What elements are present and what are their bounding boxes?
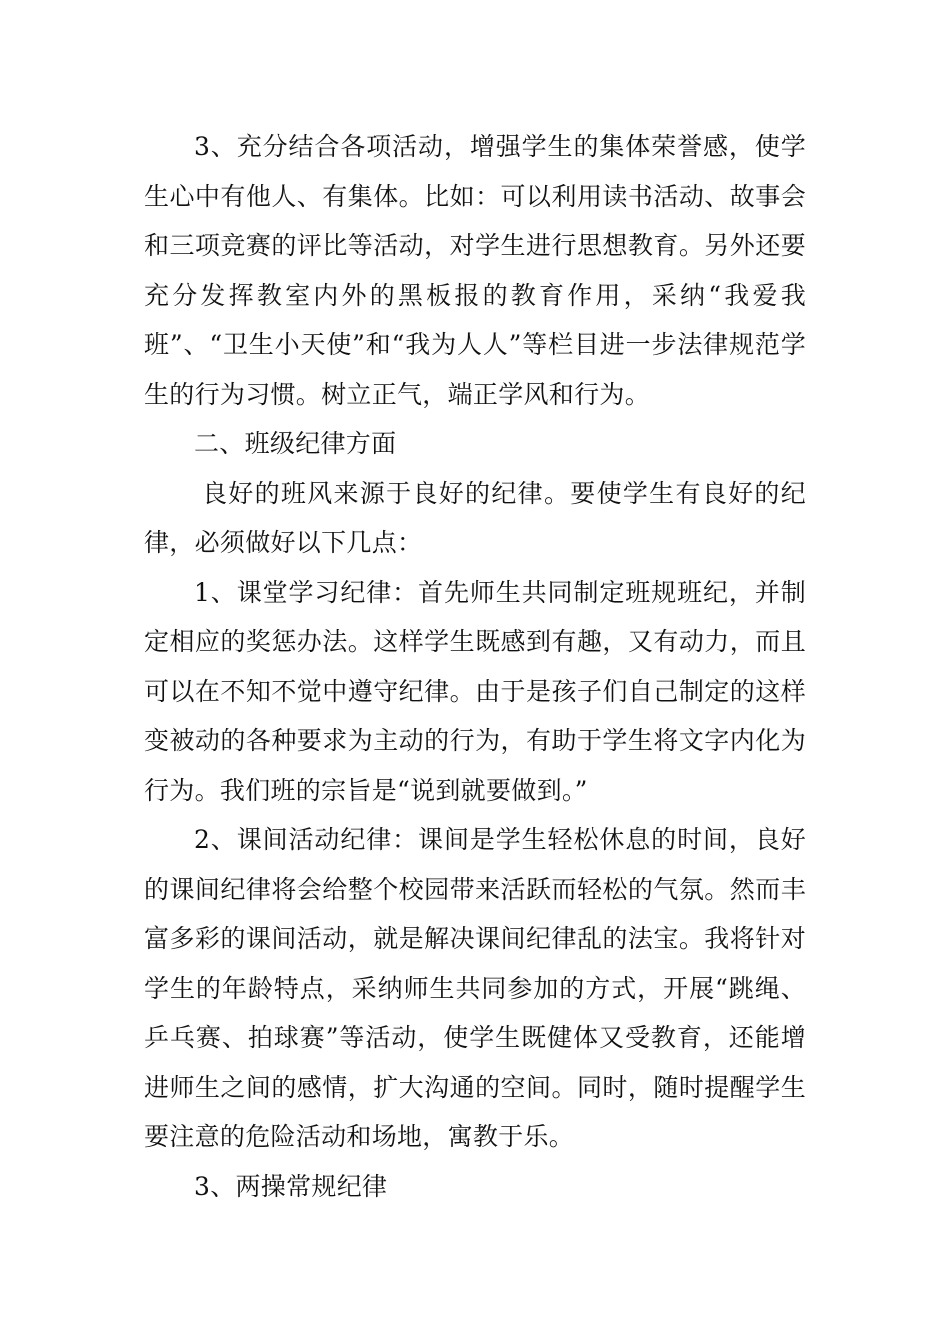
document-body: [144, 122, 806, 1211]
paragraph-discipline-intro: 良好的班风来源于良好的纪律。要使学生有良好的纪律，必须做好以下几点：: [144, 478, 806, 557]
paragraph-classroom-discipline: 1、课堂学习纪律：首先师生共同制定班规班纪，并制定相应的奖惩办法。这样学生既感到有趣，又有动力，而且可以在不知不觉中遵守纪律。由于是孩子们自己制定的这样变被动的各种要求为主动的行为，有助于学生将文字内化为行为。我们班的宗旨是“说到就要做到。”: [144, 577, 806, 805]
paragraph-activities: 3、充分结合各项活动，增强学生的集体荣誉感，使学生心中有他人、有集体。比如：可以利用读书活动、故事会和三项竞赛的评比等活动，对学生进行思想教育。另外还要充分发挥教室内外的黑板报的教育作用，采纳“我爱我班”、“卫生小天使”和“我为人人”等栏目进一步法律规范学生的行为习惯。树立正气，端正学风和行为。: [144, 132, 806, 409]
paragraph-exercise-discipline: 3、两操常规纪律: [194, 1171, 388, 1201]
section-heading-discipline: 二、班级纪律方面: [194, 429, 397, 458]
paragraph-break-discipline: 2、课间活动纪律：课间是学生轻松休息的时间，良好的课间纪律将会给整个校园带来活跃而轻松的气氛。然而丰富多彩的课间活动，就是解决课间纪律乱的法宝。我将针对学生的年龄特点，采纳师生共同参加的方式，开展“跳绳、乒乓赛、拍球赛”等活动，使学生既健体又受教育，还能增进师生之间的感情，扩大沟通的空间。同时，随时提醒学生要注意的危险活动和场地，寓教于乐。: [144, 825, 806, 1151]
